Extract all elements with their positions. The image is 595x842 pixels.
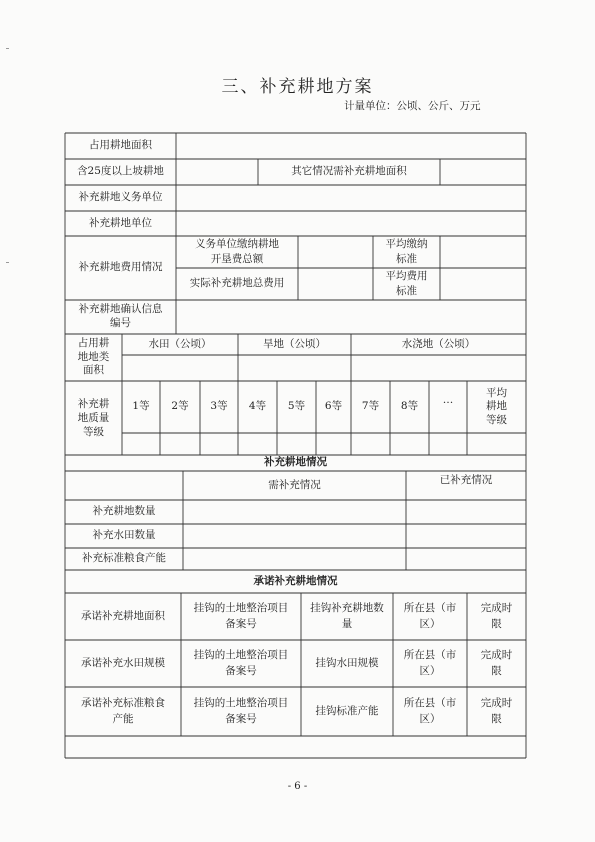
label-occupied-area: 占用耕地面积 (89, 139, 152, 152)
label-linked-paddy: 挂钩水田规模 (315, 656, 379, 669)
page-number: - 6 - (287, 781, 308, 792)
section-promise-title: 承诺补充耕地情况 (253, 574, 338, 587)
label-promise-grain: 承诺补充标准粮食 产能 (81, 697, 165, 725)
label-avg-fee-std: 平均缴纳 标准 (385, 237, 428, 265)
grade-ellipsis: … (442, 394, 454, 407)
label-irrigated: 水浇地（公顷） (401, 337, 476, 350)
label-supp-grain: 补充标准粮食产能 (82, 552, 166, 565)
page-title: 三、补充耕地方案 (221, 77, 374, 97)
label-deadline-2: 完成时 限 (480, 649, 513, 677)
label-county-3: 所在县（市 区） (403, 697, 457, 725)
label-linked-project-2: 挂钩的土地整治项目 备案号 (193, 649, 289, 677)
label-obligor-unit: 补充耕地义务单位 (78, 191, 163, 204)
label-county-1: 所在县（市 区） (403, 602, 457, 630)
label-promise-area: 承诺补充耕地面积 (81, 609, 165, 622)
grade-7: 7等 (361, 400, 380, 413)
label-deadline-1: 完成时 限 (480, 602, 513, 630)
label-done-supp: 已补充情况 (439, 474, 493, 487)
label-avg-grade: 平均 耕地 等级 (486, 386, 507, 426)
label-supp-unit: 补充耕地单位 (89, 216, 152, 229)
grade-4: 4等 (248, 400, 267, 413)
grade-8: 8等 (400, 400, 419, 413)
label-dry: 旱地（公顷） (263, 337, 326, 350)
label-supp-paddy-qty: 补充水田数量 (92, 529, 156, 542)
scan-mark (6, 48, 9, 49)
label-supp-qty: 补充耕地数量 (92, 505, 156, 518)
label-actual-total: 实际补充耕地总费用 (189, 277, 285, 290)
label-slope-over-25: 含25度以上坡耕地 (77, 165, 164, 178)
units-note: 计量单位：公顷、公斤、万元 (344, 100, 481, 112)
scan-mark (6, 262, 9, 263)
label-county-2: 所在县（市 区） (403, 649, 457, 677)
grade-5: 5等 (287, 400, 306, 413)
label-fee-total: 义务单位缴纳耕地 开垦费总额 (195, 237, 279, 265)
label-fee-situation: 补充耕地费用情况 (78, 261, 163, 274)
label-linked-project-1: 挂钩的土地整治项目 备案号 (193, 602, 289, 630)
label-promise-paddy: 承诺补充水田规模 (81, 656, 165, 669)
label-linked-project-3: 挂钩的土地整治项目 备案号 (193, 697, 289, 725)
label-avg-cost-std: 平均费用 标准 (385, 269, 428, 297)
label-paddy: 水田（公顷） (148, 337, 212, 350)
label-linked-grain: 挂钩标准产能 (315, 704, 379, 717)
label-need-supp: 需补充情况 (268, 478, 321, 491)
label-confirm-no: 补充耕地确认信息 编号 (78, 303, 163, 329)
grade-3: 3等 (210, 400, 228, 413)
section-supp-title: 补充耕地情况 (264, 456, 327, 469)
label-quality-grade: 补充耕 地质量 等级 (77, 397, 110, 439)
grade-6: 6等 (324, 400, 343, 413)
label-other-supp-area: 其它情况需补充耕地面积 (291, 165, 407, 178)
label-linked-area-qty: 挂钩补充耕地数 量 (310, 602, 384, 630)
label-occupied-type-area: 占用耕 地地类 面积 (77, 337, 110, 377)
grade-1: 1等 (132, 400, 150, 413)
label-deadline-3: 完成时 限 (480, 697, 513, 725)
grade-2: 2等 (171, 400, 189, 413)
